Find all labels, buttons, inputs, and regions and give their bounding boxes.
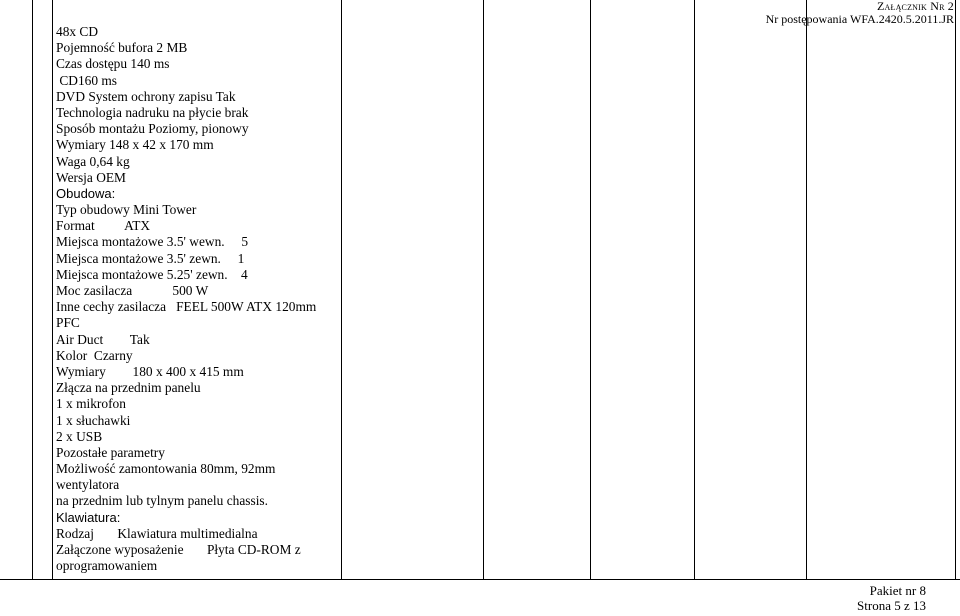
spec-line: Kolor Czarny [56, 347, 133, 363]
spec-line: Wymiary 180 x 400 x 415 mm [56, 363, 244, 379]
spec-line: Pojemność bufora 2 MB [56, 40, 188, 56]
spec-line: Typ obudowy Mini Tower [56, 202, 197, 218]
annex-label: Załącznik Nr 2 [876, 0, 954, 13]
spec-line: Sposób montażu Poziomy, pionowy [56, 121, 249, 137]
section-heading: Obudowa: [56, 185, 116, 201]
spec-line: Złącza na przednim panelu [56, 380, 201, 396]
spec-line: Możliwość zamontowania 80mm, 92mm [56, 461, 276, 477]
spec-line: PFC [56, 315, 80, 331]
spec-line: Czas dostępu 140 ms [56, 56, 170, 72]
spec-line: Wymiary 148 x 42 x 170 mm [56, 137, 214, 153]
specification-text [56, 24, 336, 574]
package-number: Pakiet nr 8 [869, 583, 926, 598]
spec-line: wentylatora [56, 477, 120, 493]
table-column-divider [590, 0, 591, 580]
procedure-reference: Nr postępowania WFA.2420.5.2011.JR [765, 12, 954, 26]
spec-line: Wersja OEM [56, 169, 126, 185]
spec-line: Inne cechy zasilacza FEEL 500W ATX 120mm [56, 299, 317, 315]
spec-line: 1 x słuchawki [56, 412, 131, 428]
table-border-left [32, 0, 33, 580]
spec-line: Air Duct Tak [56, 331, 150, 347]
table-column-divider [806, 0, 807, 580]
spec-line: Format ATX [56, 218, 151, 234]
table-border-bottom [0, 579, 960, 580]
table-border-right [955, 0, 956, 580]
spec-line: 1 x mikrofon [56, 396, 126, 412]
page-number: Strona 5 z 13 [857, 598, 926, 613]
table-column-divider [483, 0, 484, 580]
spec-line: Załączone wyposażenie Płyta CD-ROM z [56, 542, 301, 557]
spec-line: Miejsca montażowe 3.5' zewn. 1 [56, 250, 245, 266]
table-column-divider [694, 0, 695, 580]
spec-line: Rodzaj Klawiatura multimedialna [56, 525, 258, 541]
table-column-divider [341, 0, 342, 580]
spec-line: 2 x USB [56, 428, 103, 444]
spec-line: CD160 ms [56, 72, 118, 88]
spec-line: Moc zasilacza 500 W [56, 283, 209, 298]
section-heading: Klawiatura: [56, 509, 121, 525]
spec-line: Pozostałe parametry [56, 444, 165, 460]
spec-line: Miejsca montażowe 5.25' zewn. 4 [56, 266, 248, 282]
spec-line: Waga 0,64 kg [56, 153, 130, 169]
spec-line: na przednim lub tylnym panelu chassis. [56, 493, 268, 509]
spec-line: Miejsca montażowe 3.5' wewn. 5 [56, 234, 249, 250]
spec-line: DVD System ochrony zapisu Tak [56, 88, 236, 104]
spec-line: Technologia nadruku na płycie brak [56, 104, 249, 120]
table-column-divider [52, 0, 53, 580]
page-footer [857, 583, 926, 613]
spec-line: 48x CD [56, 24, 99, 39]
spec-line: oprogramowaniem [56, 558, 158, 574]
